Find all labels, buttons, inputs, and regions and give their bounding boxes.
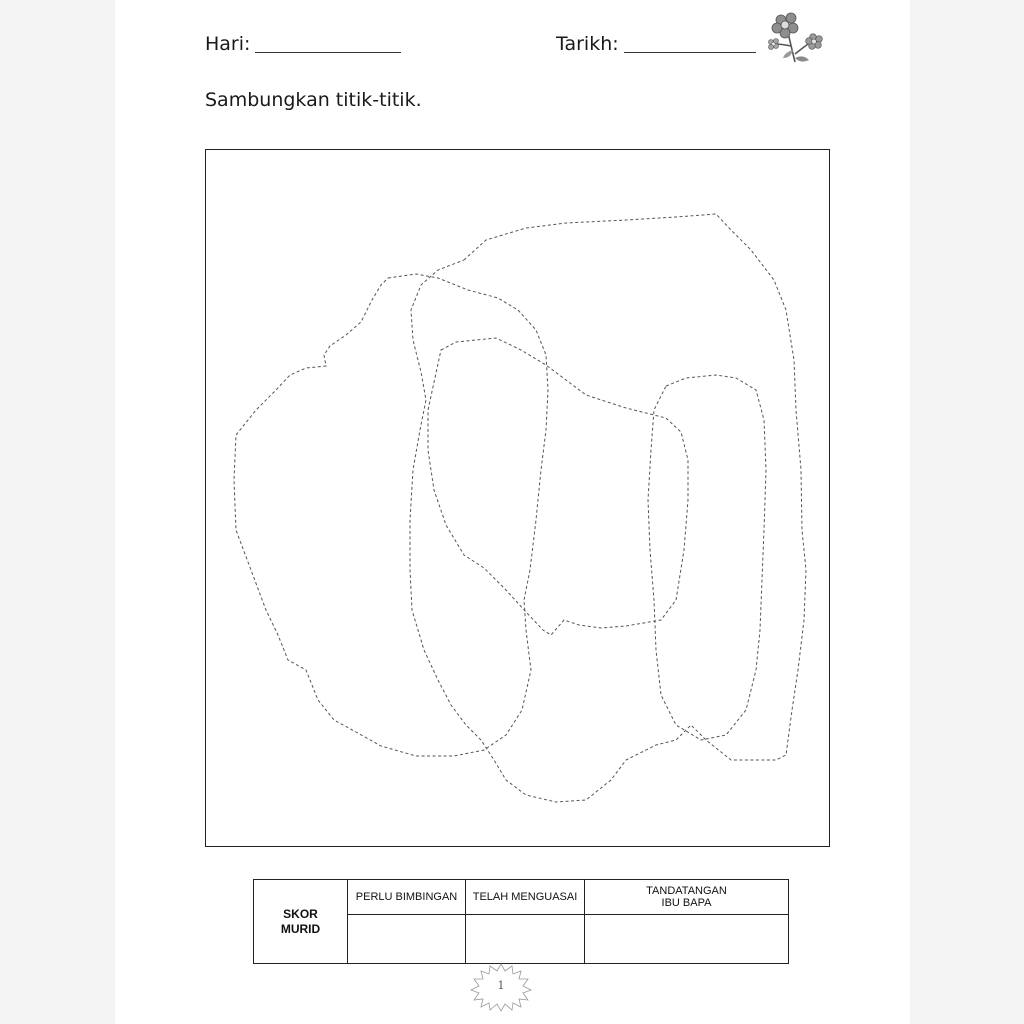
score-header-line2: MURID (280, 921, 321, 936)
score-header-line1: SKOR (283, 906, 318, 921)
instruction-text: Sambungkan titik-titik. (205, 89, 422, 111)
dotted-shape-middle (410, 214, 806, 802)
tracing-area[interactable] (205, 149, 830, 847)
flower-icon (765, 6, 829, 70)
date-label: Tarikh: (556, 33, 619, 55)
signature-cell[interactable] (585, 915, 789, 964)
col-needs-guidance: PERLU BIMBINGAN (348, 880, 466, 915)
dotted-shape-inner (428, 338, 688, 635)
dotted-shape-right (648, 375, 766, 740)
day-answer-line[interactable] (255, 52, 401, 53)
dotted-shape-left (234, 274, 548, 756)
needs-guidance-cell[interactable] (348, 915, 466, 964)
score-table (253, 879, 789, 964)
col-signature-line1: TANDATANGAN (646, 885, 727, 897)
col-signature-line2: IBU BAPA (661, 897, 712, 909)
day-label: Hari: (205, 33, 251, 55)
col-parent-signature (585, 880, 789, 915)
worksheet-page (115, 0, 910, 1024)
date-answer-line[interactable] (624, 52, 756, 53)
dotted-tracing-lines[interactable] (206, 150, 831, 848)
col-mastered: TELAH MENGUASAI (466, 880, 585, 915)
score-row-header (254, 880, 348, 964)
mastered-cell[interactable] (466, 915, 585, 964)
page-number: 1 (497, 979, 505, 992)
